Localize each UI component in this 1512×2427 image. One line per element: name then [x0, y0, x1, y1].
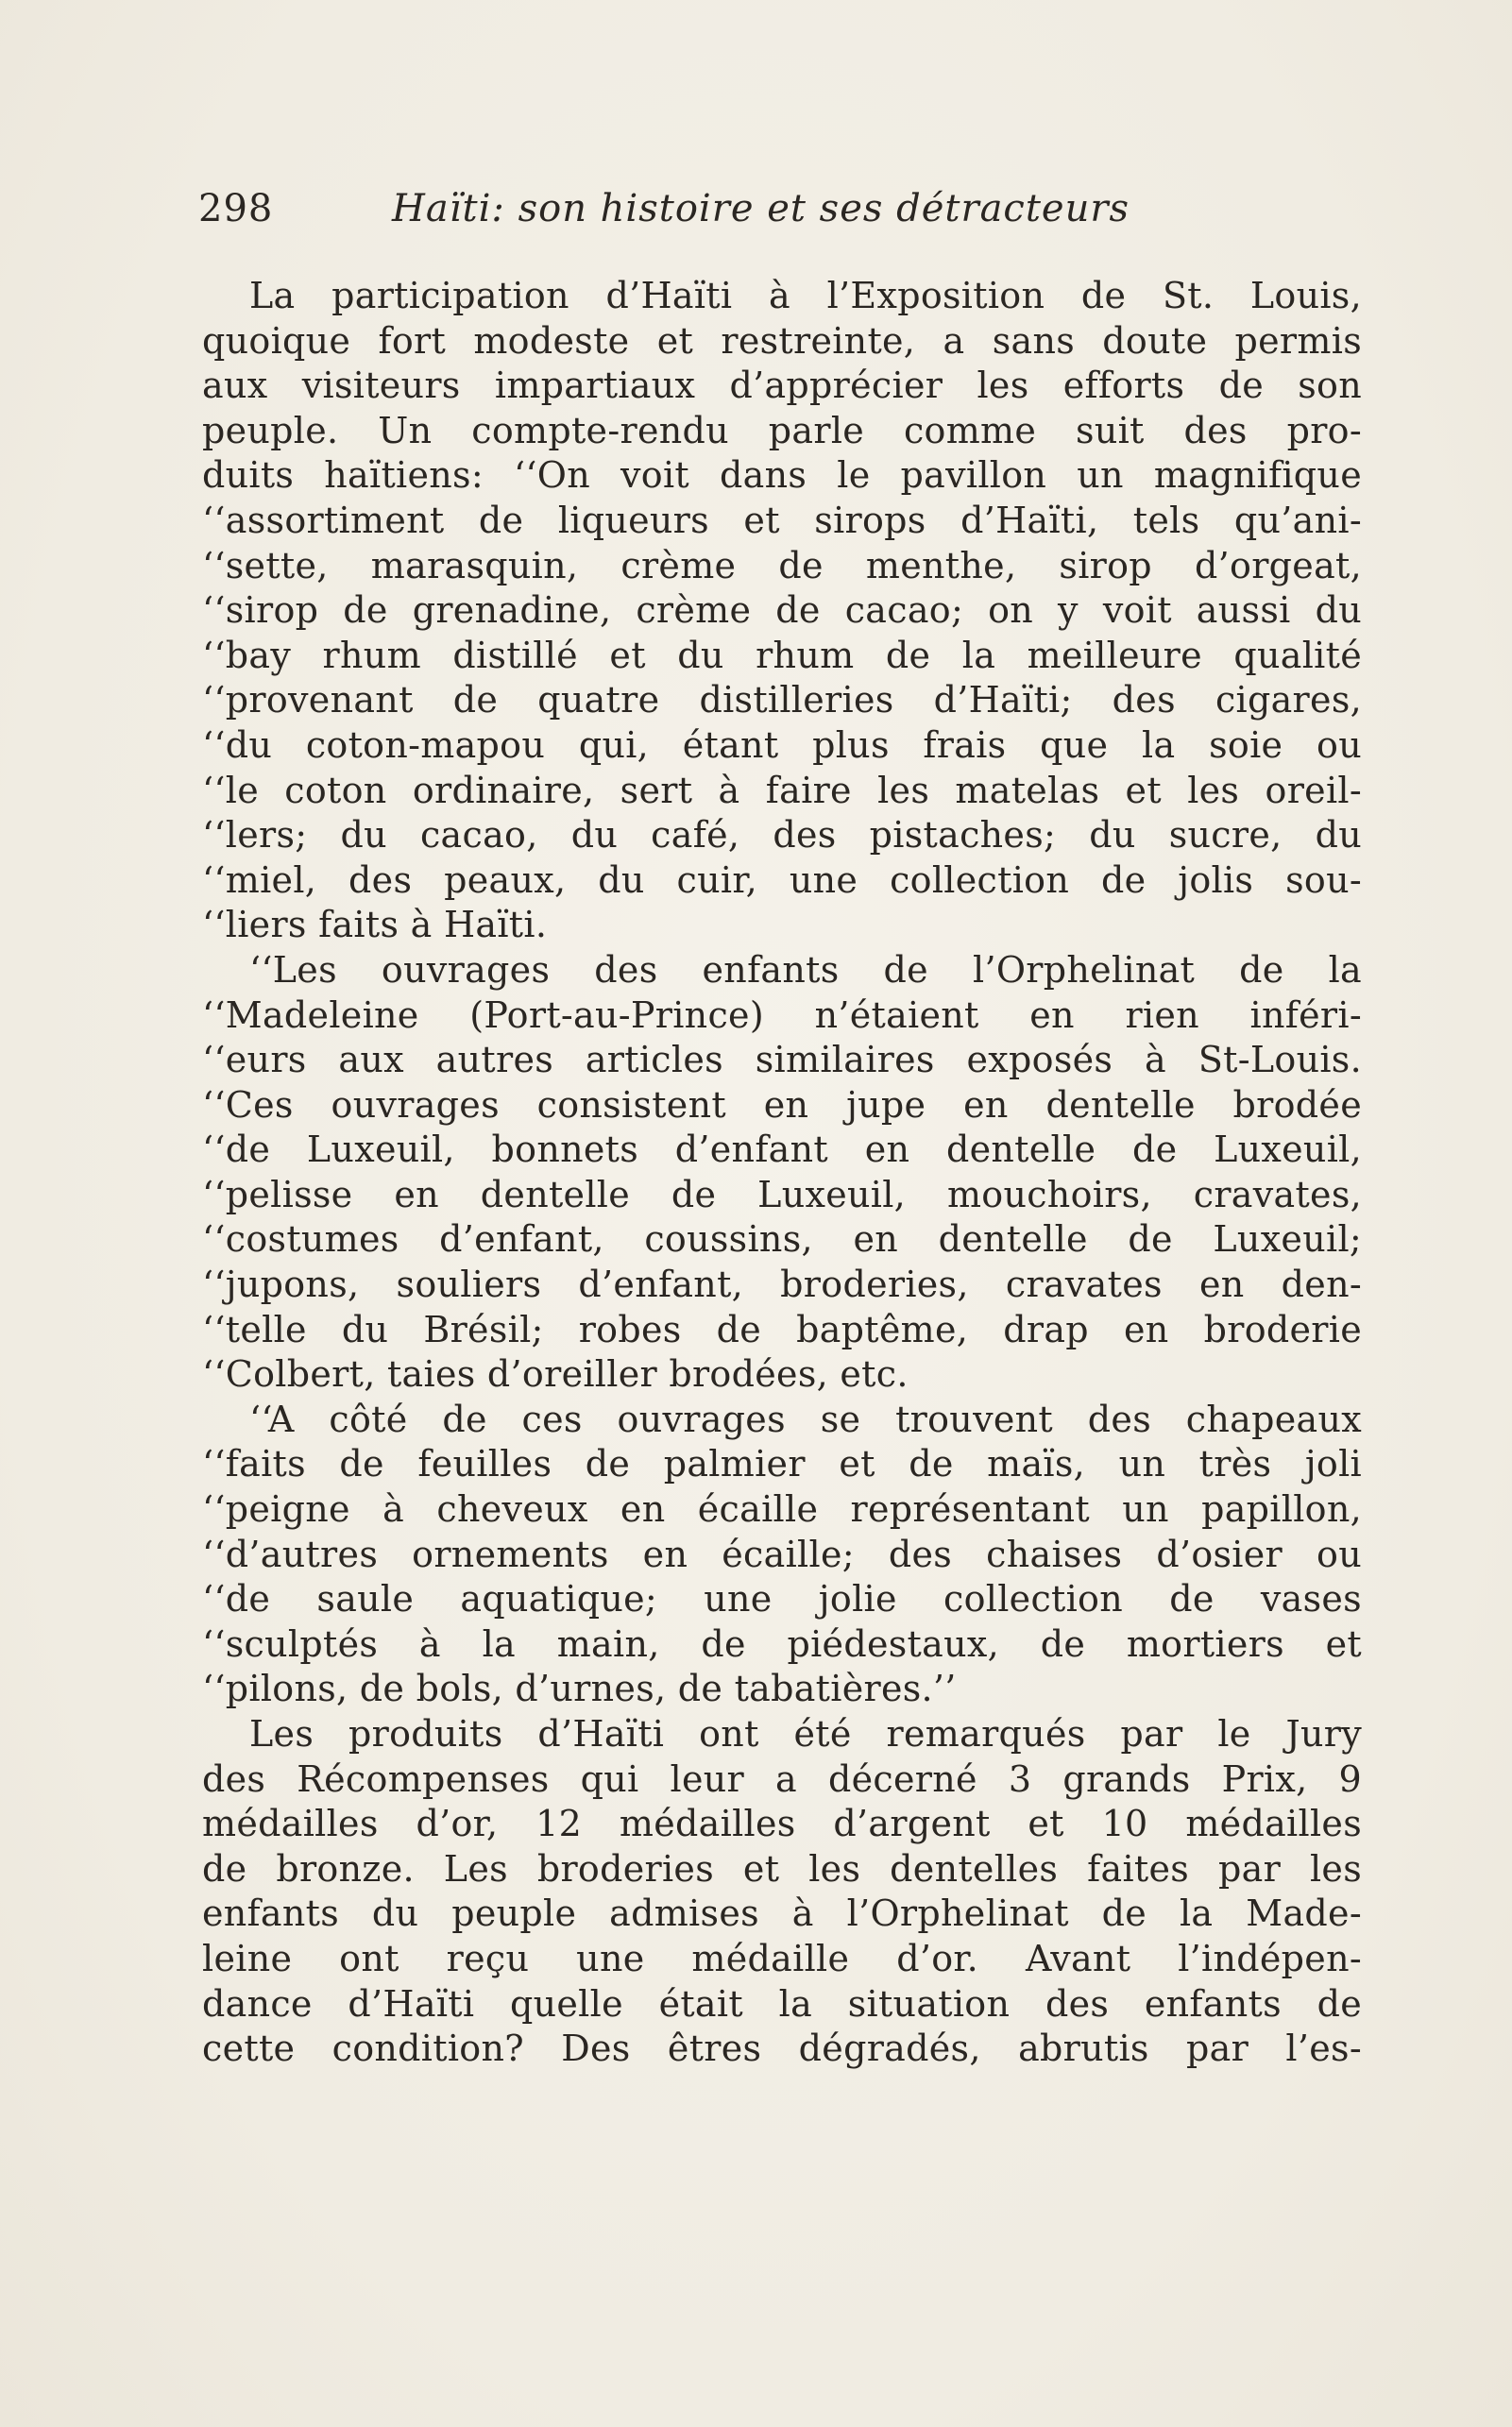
text-line: ‘‘pelisse en dentelle de Luxeuil, mouchoirs, cravates,	[202, 1173, 1362, 1215]
text-line: ‘‘telle du Brésil; robes de baptême, drap en broderie	[202, 1308, 1362, 1350]
text-line: de bronze. Les broderies et les dentelles faites par les	[202, 1847, 1362, 1890]
body-text	[202, 274, 1362, 2153]
text-line: ‘‘eurs aux autres articles similaires exposés à St-Louis.	[202, 1039, 1362, 1081]
text-line: ‘‘bay rhum distillé et du rhum de la meilleure qualité	[202, 634, 1362, 676]
text-line: ‘‘assortiment de liqueurs et sirops d’Haïti, tels qu’ani-	[202, 499, 1362, 541]
text-line: ‘‘de saule aquatique; une jolie collection de vases	[202, 1578, 1362, 1621]
text-line: cette condition? Des êtres dégradés, abrutis par l’es-	[202, 2028, 1362, 2070]
text-line: ‘‘Colbert, taies d’oreiller brodées, etc.	[202, 1353, 909, 1396]
text-line: médailles d’or, 12 médailles d’argent et 10 médailles	[202, 1803, 1362, 1845]
text-line: La participation d’Haïti à l’Exposition de St. Louis,	[249, 275, 1362, 316]
text-line: ‘‘faits de feuilles de palmier et de maïs, un très joli	[202, 1443, 1362, 1485]
text-line: dance d’Haïti quelle était la situation des enfants de	[202, 1982, 1362, 2025]
text-line: ‘‘Ces ouvrages consistent en jupe en dentelle brodée	[202, 1083, 1362, 1126]
text-line: des Récompenses qui leur a décerné 3 grands Prix, 9	[202, 1757, 1362, 1800]
page-number: 298	[198, 187, 274, 230]
page-header	[198, 187, 1369, 244]
text-line: ‘‘sirop de grenadine, crème de cacao; on y voit aussi du	[202, 589, 1362, 632]
text-line: ‘‘provenant de quatre distilleries d’Haïti; des cigares,	[202, 679, 1362, 721]
text-line: ‘‘peigne à cheveux en écaille représentant un papillon,	[202, 1488, 1362, 1531]
text-line: ‘‘de Luxeuil, bonnets d’enfant en dentelle de Luxeuil,	[202, 1129, 1362, 1171]
text-line: ‘‘miel, des peaux, du cuir, une collection de jolis sou-	[202, 858, 1362, 901]
text-line: ‘‘jupons, souliers d’enfant, broderies, cravates en den-	[202, 1264, 1362, 1306]
text-line: quoique fort modeste et restreinte, a sans doute permis	[202, 319, 1362, 362]
text-line: leine ont reçu une médaille d’or. Avant l’indépen-	[202, 1937, 1362, 1979]
text-line: ‘‘du coton-mapou qui, étant plus frais que la soie ou	[202, 723, 1362, 766]
text-line: ‘‘sette, marasquin, crème de menthe, sirop d’orgeat,	[202, 544, 1362, 586]
text-line: ‘‘pilons, de bols, d’urnes, de tabatières.’’	[202, 1668, 957, 1710]
text-line: ‘‘d’autres ornements en écaille; des chaises d’osier ou	[202, 1533, 1362, 1575]
text-line: ‘‘le coton ordinaire, sert à faire les matelas et les oreil-	[202, 769, 1362, 811]
text-line: Les produits d’Haïti ont été remarqués par le Jury	[249, 1713, 1362, 1755]
text-line: ‘‘liers faits à Haïti.	[202, 904, 548, 946]
running-title: Haïti: son histoire et ses détracteurs	[392, 187, 1130, 230]
text-line: peuple. Un compte-rendu parle comme suit des pro-	[202, 409, 1362, 451]
text-line: enfants du peuple admises à l’Orphelinat de la Made-	[202, 1892, 1362, 1935]
text-line: ‘‘A côté de ces ouvrages se trouvent des chapeaux	[249, 1398, 1362, 1440]
text-line: ‘‘Madeleine (Port-au-Prince) n’étaient en rien inféri-	[202, 993, 1362, 1036]
text-line: ‘‘costumes d’enfant, coussins, en dentelle de Luxeuil;	[202, 1218, 1362, 1261]
text-line: aux visiteurs impartiaux d’apprécier les efforts de son	[202, 365, 1362, 407]
text-line: ‘‘lers; du cacao, du café, des pistaches; du sucre, du	[202, 814, 1362, 857]
text-line: ‘‘sculptés à la main, de piédestaux, de mortiers et	[202, 1622, 1362, 1665]
text-line: duits haïtiens: ‘‘On voit dans le pavillon un magnifique	[202, 454, 1362, 497]
text-line: ‘‘Les ouvrages des enfants de l’Orphelinat de la	[249, 948, 1362, 991]
